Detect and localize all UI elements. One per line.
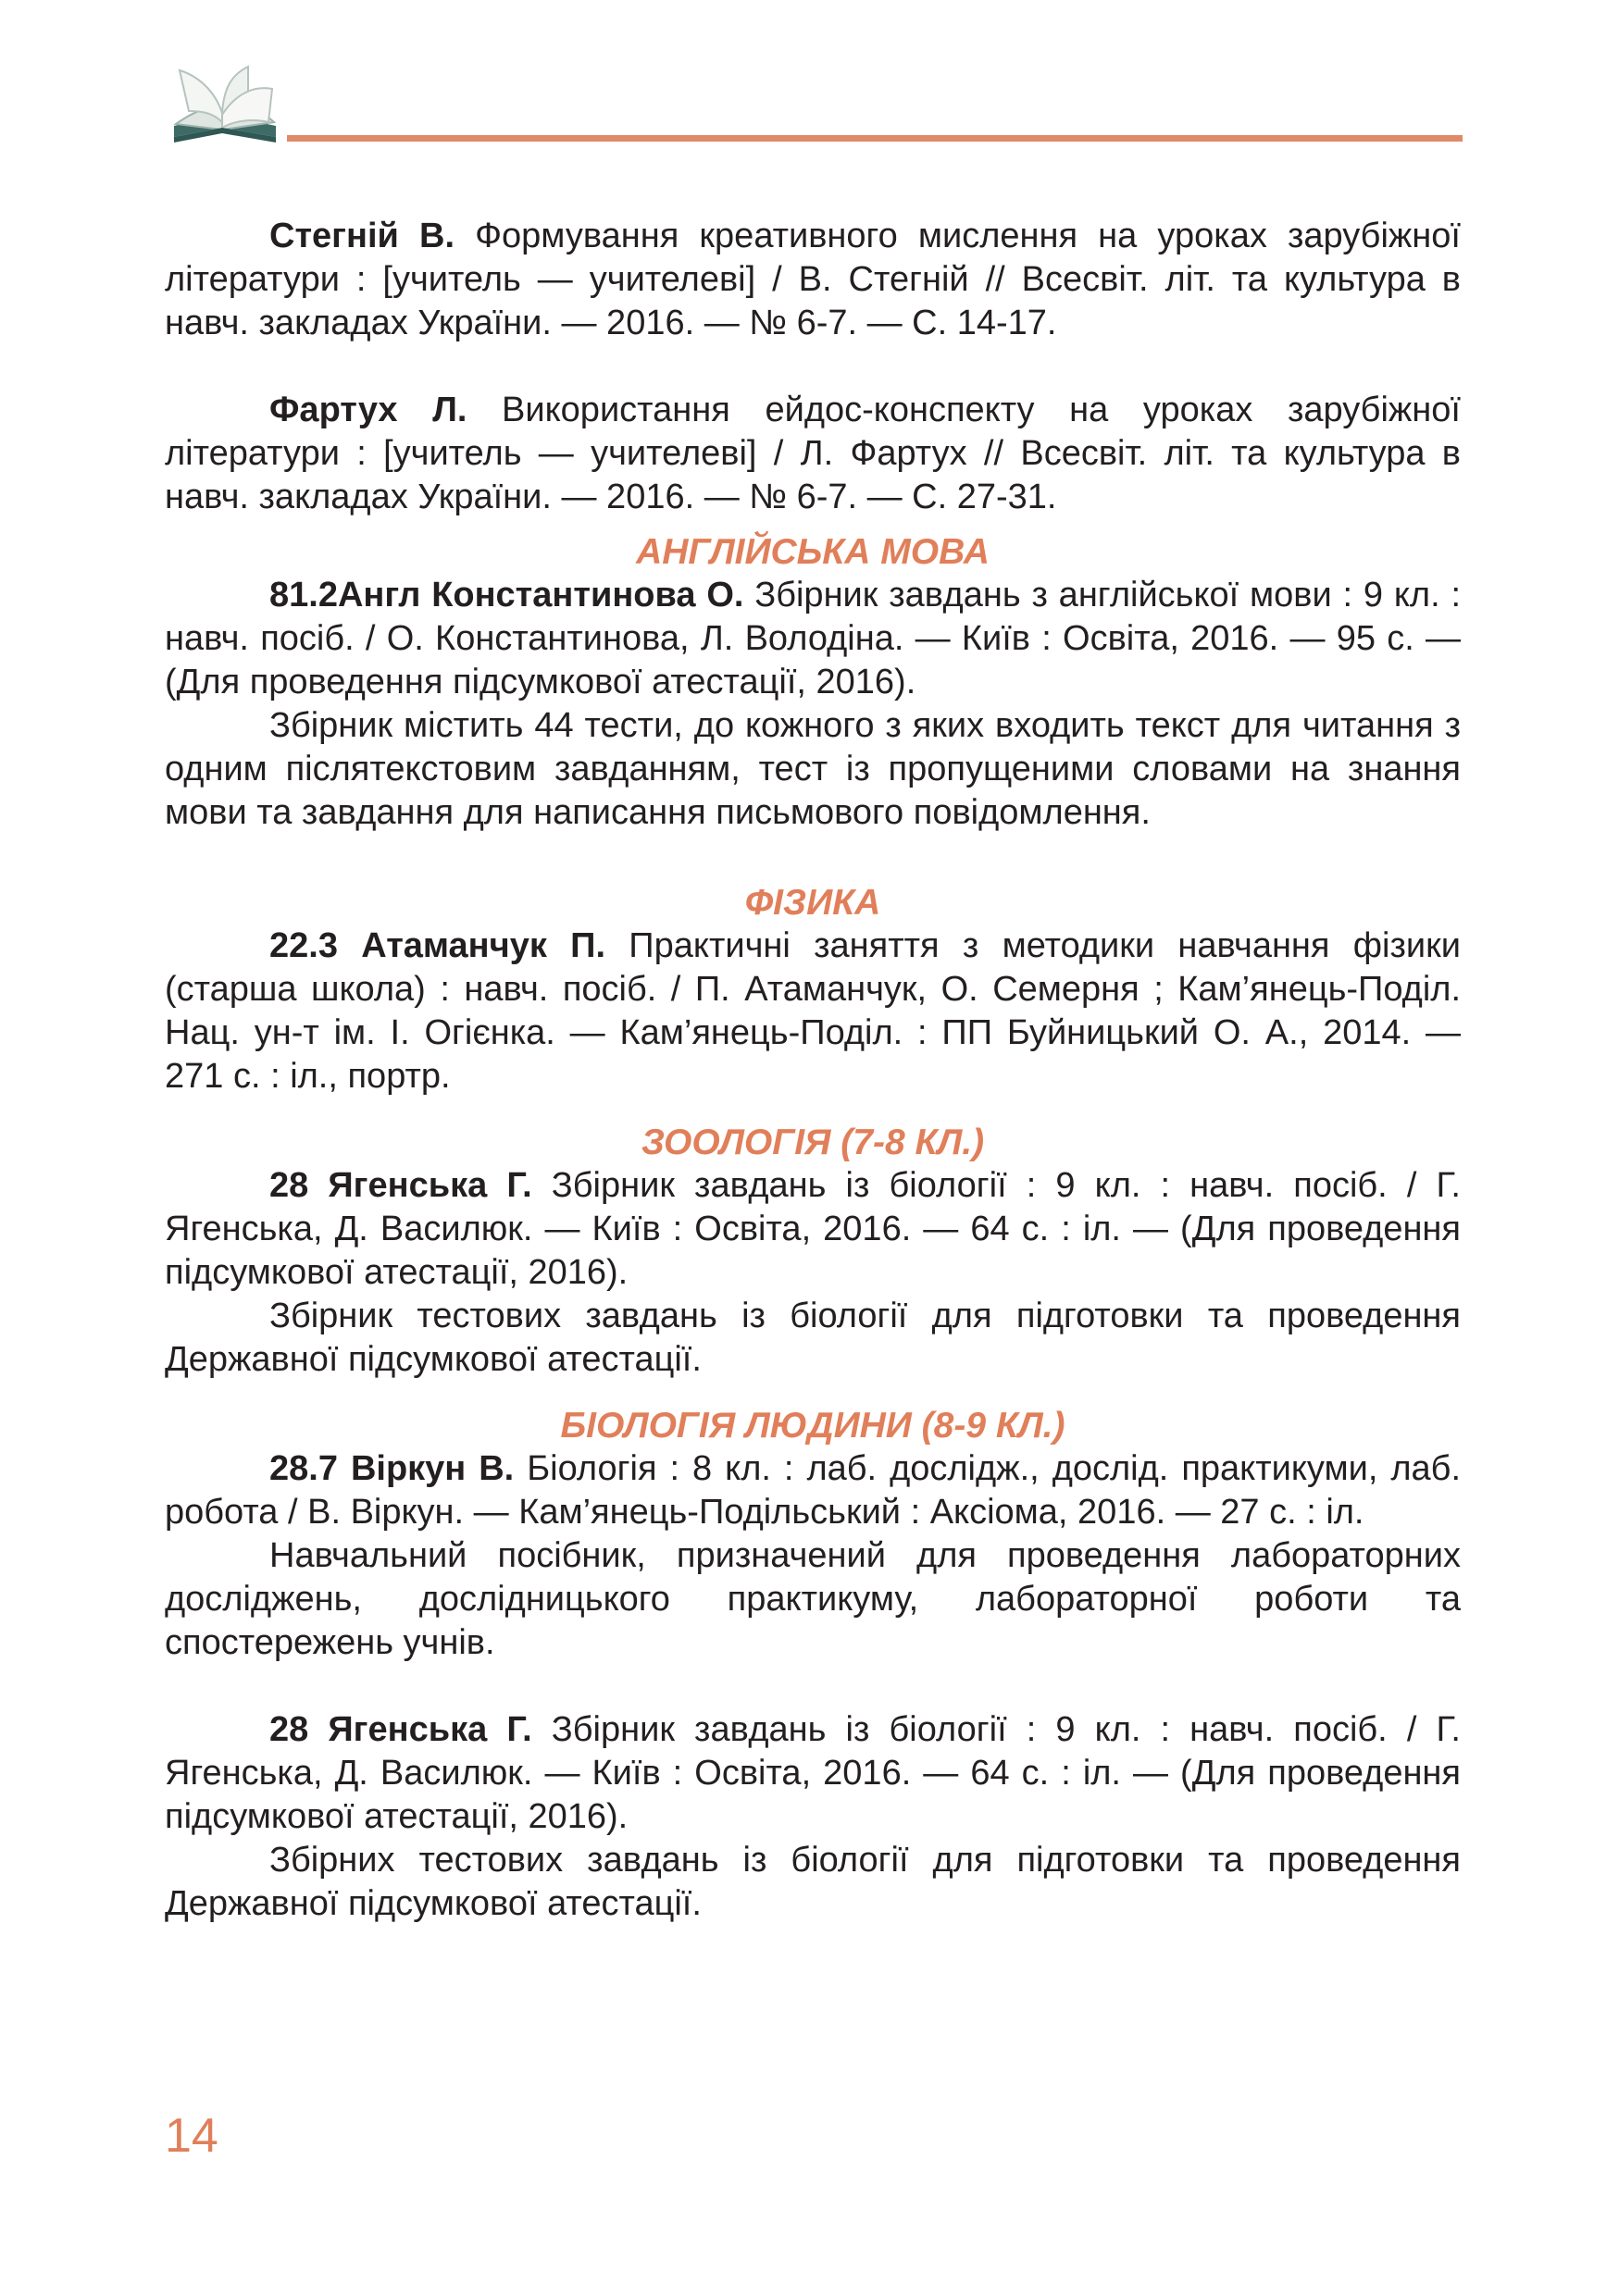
entry-text: Збірник завдань із біології : 9 кл. : навч. посіб. / Г. Ягенська, Д. Василюк. — Київ : Освіта, 2016. — 64 с. : іл. — (Для проведення підсумкової атестації, 2016). — [165, 1166, 1461, 1292]
entry-annotation: Збірних тестових завдань із біології для підготовки та проведення Державної підсумкової атестації. — [165, 1841, 1461, 1923]
entry-konstantynova — [165, 574, 1461, 704]
entry-yahenska-2 — [165, 1708, 1461, 1839]
entry-fartukh — [165, 389, 1461, 519]
page-number: 14 — [165, 2109, 218, 2163]
entry-text: Формування креативного мислення на уроках зарубіжної літератури : [учитель — учителеві] / В. Стегній // Всесвіт. літ. та культура в навч. закладах України. — 2016. — № 6-7. — С. 14-17. — [165, 217, 1461, 342]
section-title-english: АНГЛІЙСЬКА МОВА — [636, 532, 990, 572]
entry-text: Використання ейдос-конспекту на уроках зарубіжної літератури : [учитель — учителеві] / Л. Фартух // Всесвіт. літ. та культура в навч. закладах України. — 2016. — № 6-7. — С. 27-31. — [165, 391, 1461, 516]
entry-annotation: Навчальний посібник, призначений для проведення лабораторних досліджень, дослідницького практикуму, лабораторної роботи та спостережень учнів. — [165, 1536, 1461, 1662]
section-title-biology: БІОЛОГІЯ ЛЮДИНИ (8-9 КЛ.) — [560, 1406, 1065, 1446]
entry-stehnii — [165, 215, 1461, 345]
entry-text: Біологія : 8 кл. : лаб. дослідж., дослід. практикуми, лаб. робота / В. Віркун. — Кам’янець-Подільський : Аксіома, 2016. — 27 с. : іл. — [165, 1449, 1461, 1532]
entry-author: 28 Ягенська Г. — [269, 1710, 532, 1749]
section-title-physics: ФІЗИКА — [744, 883, 881, 923]
entry-author: 81.2Англ Константинова О. — [269, 576, 744, 614]
entry-annotation: Збірник тестових завдань із біології для підготовки та проведення Державної підсумкової атестації. — [165, 1297, 1461, 1379]
entry-author: 28.7 Віркун В. — [269, 1449, 515, 1488]
section-title-zoology: ЗООЛОГІЯ (7-8 КЛ.) — [641, 1123, 985, 1162]
entry-author: 22.3 Атаманчук П. — [269, 926, 606, 965]
entry-author: 28 Ягенська Г. — [269, 1166, 532, 1205]
header-rule — [287, 135, 1463, 142]
book-icon — [157, 57, 287, 164]
entry-annotation: Збірник містить 44 тести, до кожного з яких входить текст для читання з одним післятекстовим завданням, тест із пропущеними словами на знання мови та завдання для написання письмового повідомлення. — [165, 706, 1461, 832]
entry-text: Збірник завдань із біології : 9 кл. : навч. посіб. / Г. Ягенська, Д. Василюк. — Київ : Освіта, 2016. — 64 с. : іл. — (Для проведення підсумкової атестації, 2016). — [165, 1710, 1461, 1836]
entry-yahenska-1 — [165, 1164, 1461, 1295]
entry-author: Стегній В. — [269, 217, 455, 255]
entry-atamanchuk — [165, 925, 1461, 1098]
page-content — [165, 215, 1461, 1926]
entry-virkun — [165, 1447, 1461, 1534]
entry-text: Збірник завдань з англійської мови : 9 кл. : навч. посіб. / О. Константинова, Л. Володіна. — Київ : Освіта, 2016. — 95 с. — (Для проведення підсумкової атестації, 2016). — [165, 576, 1462, 701]
entry-text: Практичні заняття з методики навчання фізики (старша школа) : навч. посіб. / П. Атаманчук, О. Семерня ; Кам’янець-Поділ. Нац. ун-т ім. І. Огієнка. — Кам’янець-Поділ. : ПП Буйницький О. А., 2014. — 271 с. : іл., портр. — [165, 926, 1461, 1096]
entry-author: Фартух Л. — [269, 391, 467, 429]
